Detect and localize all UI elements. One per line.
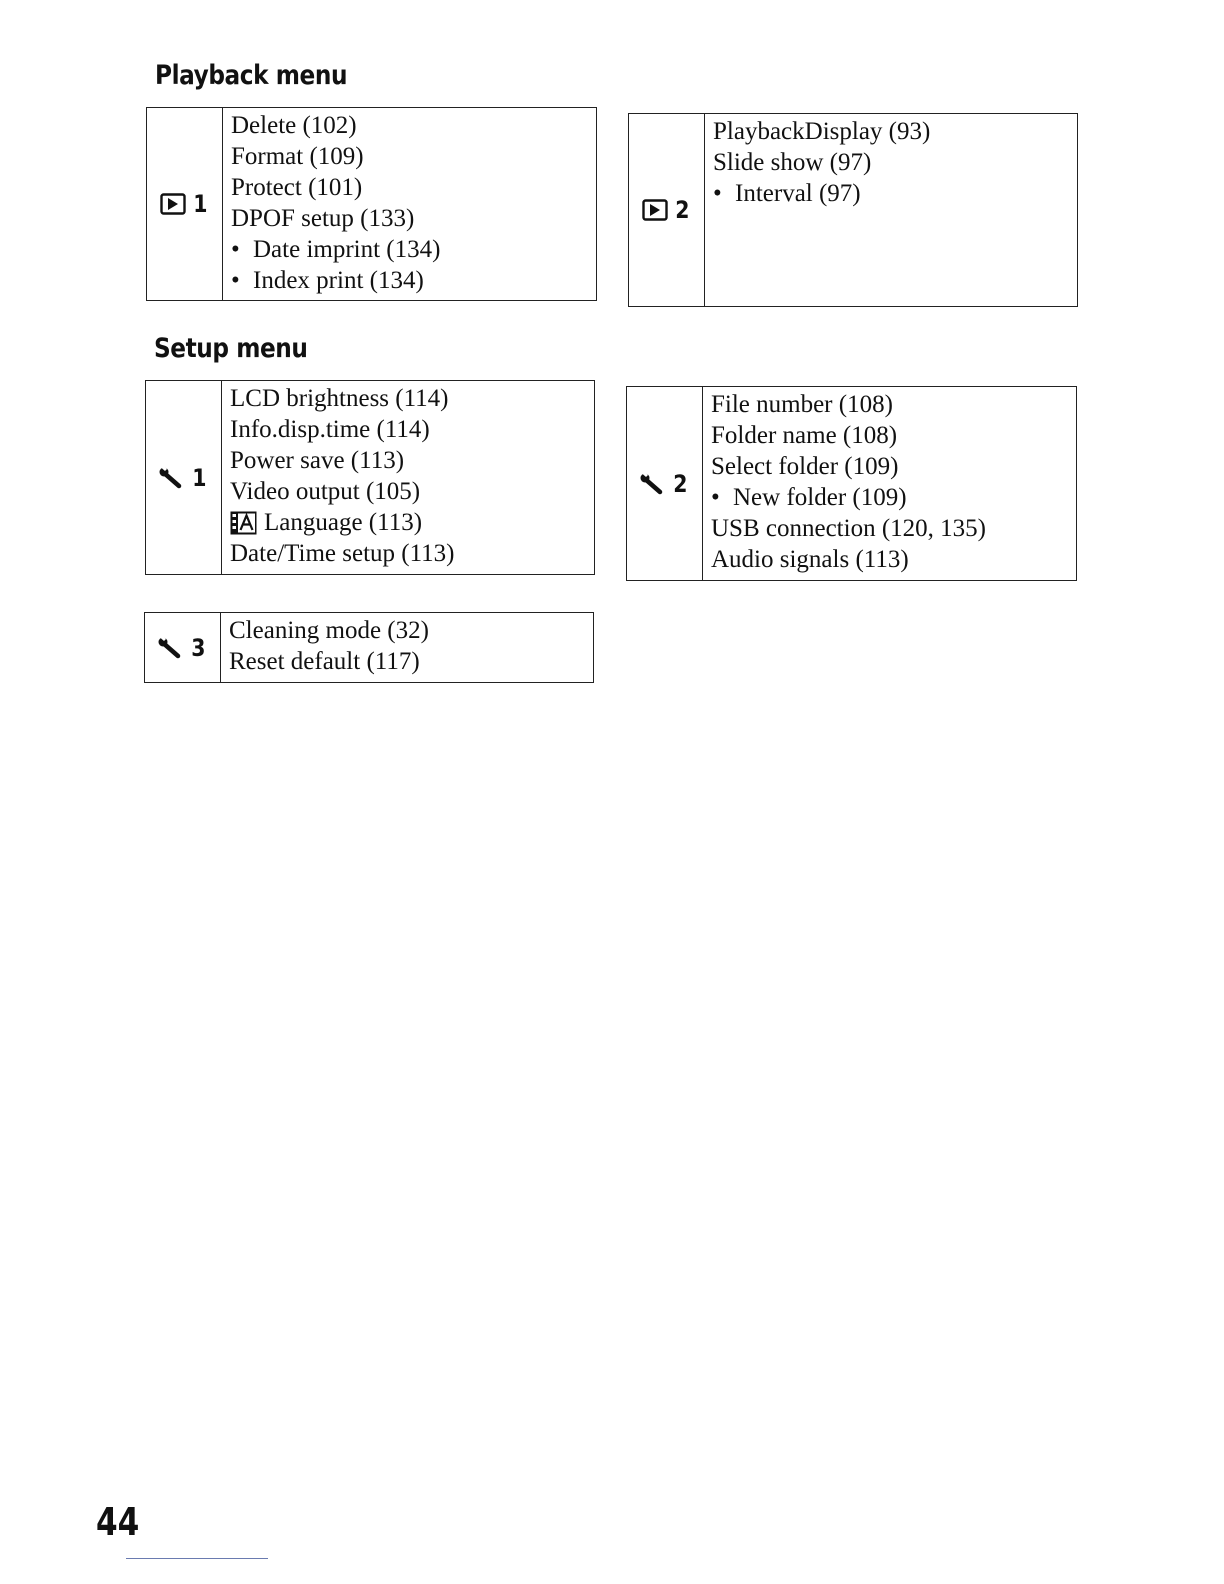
wrench-icon [158, 636, 184, 660]
menu-item: Reset default (117) [229, 648, 420, 675]
menu-item: Video output (105) [230, 478, 421, 505]
menu-items-list [222, 381, 594, 574]
tab-number: 1 [193, 190, 208, 218]
menu-item: Info.disp.time (114) [230, 416, 430, 443]
menu-item: Date/Time setup (113) [230, 540, 455, 567]
menu-subitem: • New folder (109) [711, 484, 907, 511]
menu-item: Protect (101) [231, 174, 363, 201]
tab-number: 2 [675, 196, 690, 224]
playback-icon [642, 199, 668, 221]
menu-subitem: • Date imprint (134) [231, 236, 441, 263]
menu-subitem: • Interval (97) [713, 180, 861, 207]
playback-icon [160, 193, 186, 215]
tab-number: 1 [192, 463, 207, 492]
tab-label-cell [145, 613, 221, 682]
tab-number: 2 [673, 469, 688, 498]
menu-item: USB connection (120, 135) [711, 515, 986, 542]
setup-menu-box-1 [145, 380, 595, 575]
menu-item: Folder name (108) [711, 422, 898, 449]
bullet: • [711, 484, 720, 511]
menu-subitem: • Index print (134) [231, 267, 424, 294]
menu-items-list [223, 108, 596, 300]
bullet: • [231, 236, 240, 263]
menu-item: DPOF setup (133) [231, 205, 415, 232]
menu-item: File number (108) [711, 391, 893, 418]
setup-menu-box-3 [144, 612, 594, 683]
menu-item: Cleaning mode (32) [229, 617, 429, 644]
playback-menu-heading: Playback menu [155, 60, 348, 91]
tab-label-cell [627, 387, 703, 580]
setup-menu-heading: Setup menu [154, 333, 308, 364]
menu-items-list [705, 114, 1077, 306]
menu-item: PlaybackDisplay (93) [713, 118, 931, 145]
bullet: • [231, 267, 240, 294]
wrench-icon [159, 466, 185, 490]
menu-item: Power save (113) [230, 447, 405, 474]
footer-rule [126, 1558, 268, 1559]
menu-item: Slide show (97) [713, 149, 872, 176]
language-icon [230, 511, 257, 535]
tab-number: 3 [191, 633, 206, 662]
menu-item: Language (113) [230, 507, 586, 538]
tab-label-cell [147, 108, 223, 300]
menu-item: Select folder (109) [711, 453, 899, 480]
playback-menu-box-1 [146, 107, 597, 301]
menu-item: LCD brightness (114) [230, 385, 449, 412]
tab-label-cell [629, 114, 705, 306]
menu-items-list [703, 387, 1076, 580]
menu-item: Audio signals (113) [711, 546, 909, 573]
setup-menu-box-2 [626, 386, 1077, 581]
menu-items-list [221, 613, 593, 682]
wrench-icon [640, 472, 666, 496]
page-number: 44 [96, 1500, 140, 1544]
playback-menu-box-2 [628, 113, 1078, 307]
tab-label-cell [146, 381, 222, 574]
menu-item: Delete (102) [231, 112, 357, 139]
menu-item: Format (109) [231, 143, 364, 170]
bullet: • [713, 180, 722, 207]
